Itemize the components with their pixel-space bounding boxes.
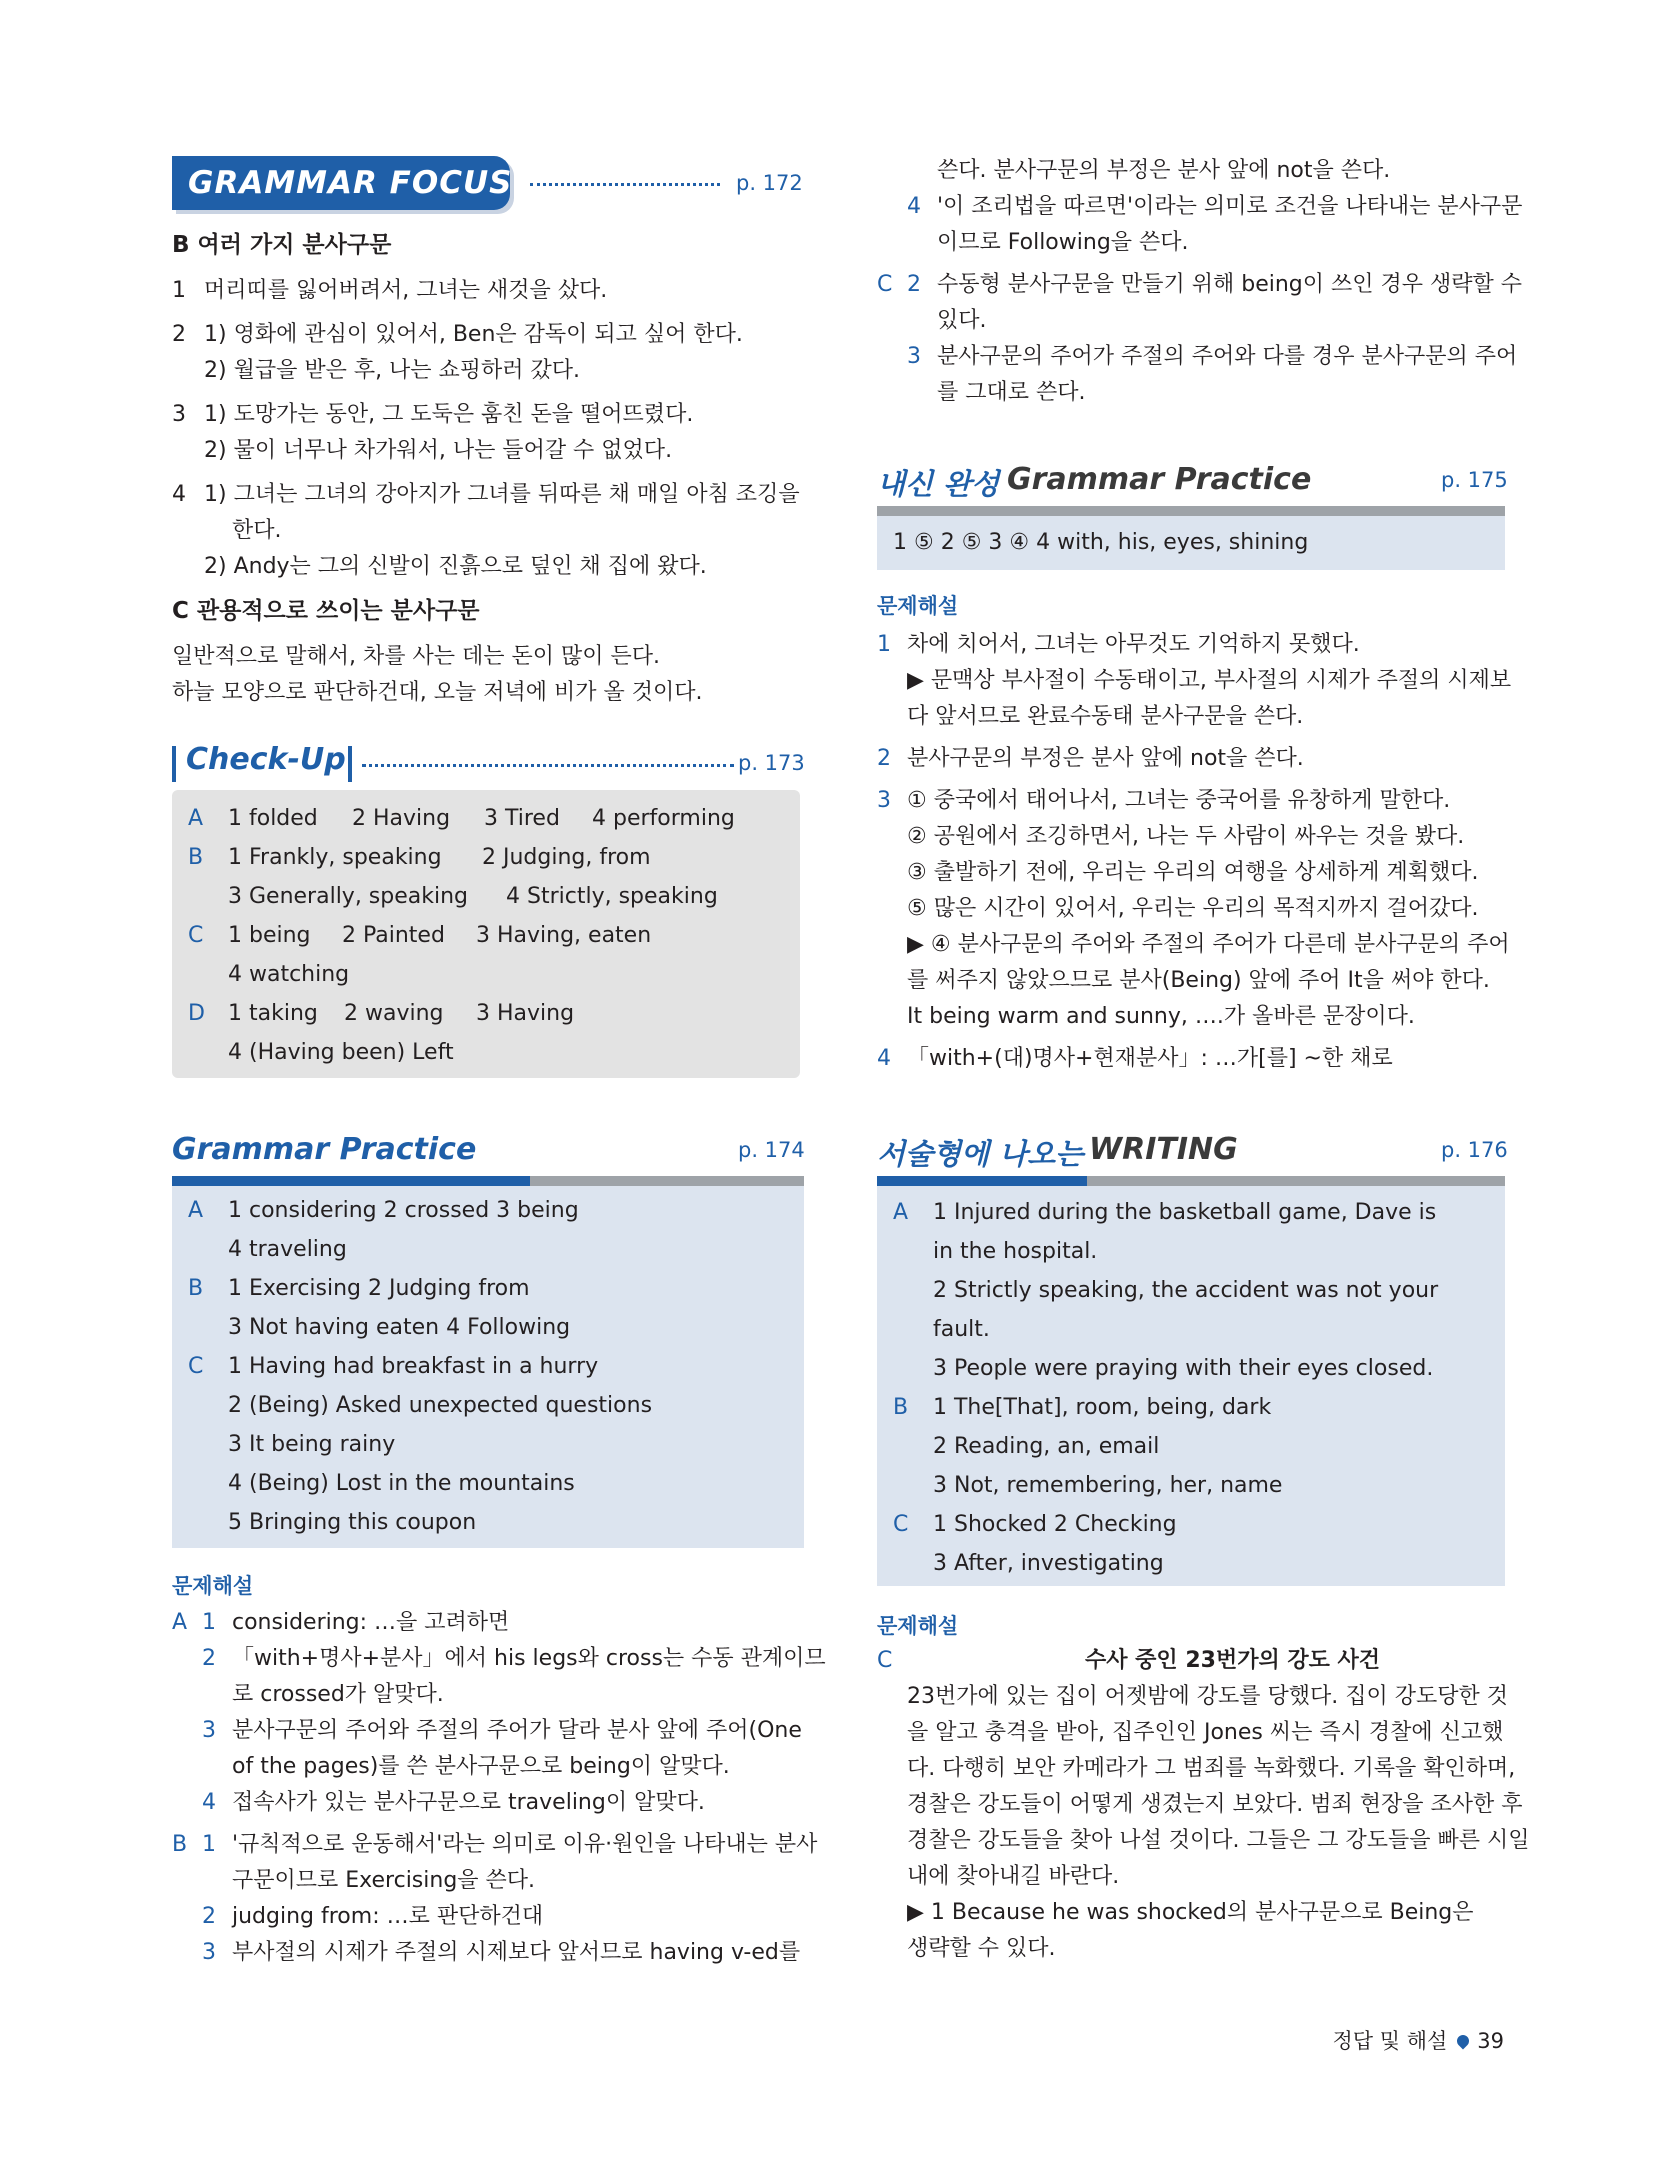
expl-line: 차에 치어서, 그녀는 아무것도 기억하지 못했다. xyxy=(907,632,1360,657)
answer-line: 1 Having had breakfast in a hurry xyxy=(228,1354,599,1379)
answer: 4 Strictly, speaking xyxy=(506,884,718,909)
story-note: ▶ 1 Because he was shocked의 분사구문으로 Being은 xyxy=(907,1900,1474,1925)
expl-line: ② 공원에서 조깅하면서, 나는 두 사람이 싸우는 것을 봤다. xyxy=(907,824,1465,849)
story-line: 을 알고 충격을 받아, 집주인인 Jones 씨는 즉시 경찰에 신고했 xyxy=(907,1720,1504,1745)
expl-line: 구문이므로 Exercising을 쓴다. xyxy=(232,1868,536,1893)
naesin-answers: 1 ⑤ 2 ⑤ 3 ④ 4 with, his, eyes, shining xyxy=(893,530,1309,555)
answer: 2 Painted xyxy=(342,923,445,948)
focus-line-num: 1 xyxy=(172,278,186,303)
page-number: 39 xyxy=(1477,2029,1504,2053)
answer: 2 Judging, from xyxy=(482,845,651,870)
expl-num: 2 xyxy=(907,272,921,297)
grammar-practice-title: Grammar Practice xyxy=(172,1132,477,1167)
dotted-leader xyxy=(530,183,720,186)
answer-line: 2 (Being) Asked unexpected questions xyxy=(228,1393,653,1418)
expl-num: 4 xyxy=(202,1790,216,1815)
row-letter: B xyxy=(188,845,204,870)
focus-line: 1) 영화에 관심이 있어서, Ben은 감독이 되고 싶어 한다. xyxy=(204,322,743,347)
expl-line: 쓴다. 분사구문의 부정은 분사 앞에 not을 쓴다. xyxy=(937,158,1391,183)
dotted-leader xyxy=(362,764,734,767)
expl-line: ① 중국에서 태어나서, 그녀는 중국어를 유창하게 말한다. xyxy=(907,788,1451,813)
expl-line: ▶ 문맥상 부사절이 수동태이고, 부사절의 시제가 주절의 시제보 xyxy=(907,668,1512,693)
story-line: 내에 찾아내길 바란다. xyxy=(907,1864,1120,1889)
expl-num: 3 xyxy=(877,788,891,813)
answer-line: fault. xyxy=(933,1317,990,1342)
expl-letter: A xyxy=(172,1610,188,1635)
story-line: 경찰은 강도들이 어떻게 생겼는지 보았다. 범죄 현장을 조사한 후 xyxy=(907,1792,1523,1817)
answer: 1 folded xyxy=(228,806,318,831)
expl-line: 「with+명사+분사」에서 his legs와 cross는 수동 관계이므 xyxy=(232,1646,826,1671)
story-line: 다. 다행히 보안 카메라가 그 범죄를 녹화했다. 기록을 확인하며, xyxy=(907,1756,1516,1781)
focus-line: 2) Andy는 그의 신발이 진흙으로 덮인 채 집에 왔다. xyxy=(204,554,707,579)
naesin-title-en: Grammar Practice xyxy=(1007,462,1312,497)
row-letter: A xyxy=(188,1198,204,1223)
answer-line: 5 Bringing this coupon xyxy=(228,1510,477,1535)
expl-num: 3 xyxy=(907,344,921,369)
expl-line: 부사절의 시제가 주절의 시제보다 앞서므로 having v-ed를 xyxy=(232,1940,801,1965)
answer: 4 performing xyxy=(592,806,735,831)
expl-num: 1 xyxy=(877,632,891,657)
naesin-title-ko: 내신 완성 xyxy=(877,467,1000,501)
expl-line: of the pages)를 쓴 분사구문으로 being이 알맞다. xyxy=(232,1754,730,1779)
answer: 2 Having xyxy=(352,806,451,831)
expl-line: 있다. xyxy=(937,308,987,333)
answer-line: 1 considering 2 crossed 3 being xyxy=(228,1198,579,1223)
grammar-focus-title: GRAMMAR FOCUS xyxy=(188,165,513,201)
focus-line-num: 2 xyxy=(172,322,186,347)
answer-line: 4 traveling xyxy=(228,1237,347,1262)
answer: 4 (Having been) Left xyxy=(228,1040,454,1065)
expl-num: 2 xyxy=(202,1904,216,1929)
focus-line: 2) 월급을 받은 후, 나는 쇼핑하러 갔다. xyxy=(204,358,581,383)
explanation-heading: 문제해설 xyxy=(877,594,959,618)
story-title: 수사 중인 23번가의 강도 사건 xyxy=(1085,1648,1381,1673)
naesin-answer-box xyxy=(877,516,1505,570)
answer: 3 Tired xyxy=(484,806,560,831)
expl-line: 분사구문의 주어와 주절의 주어가 달라 분사 앞에 주어(One xyxy=(232,1718,802,1743)
story-line: 23번가에 있는 집이 어젯밤에 강도를 당했다. 집이 강도당한 것 xyxy=(907,1684,1508,1709)
row-letter: A xyxy=(188,806,204,831)
expl-line: considering: …을 고려하면 xyxy=(232,1610,510,1635)
answer: 3 Having xyxy=(476,1001,575,1026)
expl-line: ⑤ 많은 시간이 있어서, 우리는 우리의 목적지까지 걸어갔다. xyxy=(907,896,1479,921)
explanation-heading: 문제해설 xyxy=(172,1574,254,1598)
row-letter: B xyxy=(188,1276,204,1301)
expl-line: 수동형 분사구문을 만들기 위해 being이 쓰인 경우 생략할 수 xyxy=(937,272,1523,297)
explanation-heading: 문제해설 xyxy=(877,1614,959,1638)
row-letter: C xyxy=(893,1512,909,1537)
row-letter: B xyxy=(893,1395,909,1420)
answer-line: 3 It being rainy xyxy=(228,1432,396,1457)
focus-line: 머리띠를 잃어버려서, 그녀는 새것을 샀다. xyxy=(204,278,608,303)
check-up-title: Check-Up xyxy=(186,742,346,777)
expl-num: 4 xyxy=(877,1046,891,1071)
expl-num: 3 xyxy=(202,1940,216,1965)
check-up-answer-box xyxy=(172,790,800,1078)
focus-line: 2) 물이 너무나 차가워서, 나는 들어갈 수 없었다. xyxy=(204,438,673,463)
expl-letter: B xyxy=(172,1832,188,1857)
writing-title-ko: 서술형에 나오는 xyxy=(877,1137,1084,1171)
expl-num: 4 xyxy=(907,194,921,219)
focus-line: 일반적으로 말해서, 차를 사는 데는 돈이 많이 든다. xyxy=(172,644,660,669)
check-up-bar-left xyxy=(172,746,176,782)
expl-line: 를 써주지 않았으므로 분사(Being) 앞에 주어 It을 써야 한다. xyxy=(907,968,1490,993)
footer-label: 정답 및 해설 xyxy=(1332,2029,1448,2053)
answer: 3 Having, eaten xyxy=(476,923,652,948)
row-letter: D xyxy=(188,1001,205,1026)
focus-line-num: 4 xyxy=(172,482,186,507)
row-letter: C xyxy=(188,1354,204,1379)
expl-letter: C xyxy=(877,272,893,297)
expl-line: ▶ ④ 분사구문의 주어와 주절의 주어가 다른데 분사구문의 주어 xyxy=(907,932,1510,957)
answer-line: 1 Exercising 2 Judging from xyxy=(228,1276,530,1301)
answer-line: 3 People were praying with their eyes closed. xyxy=(933,1356,1434,1381)
answer-line: in the hospital. xyxy=(933,1239,1098,1264)
location-pin-icon xyxy=(1455,2033,1472,2050)
expl-num: 3 xyxy=(202,1718,216,1743)
expl-line: 분사구문의 주어가 주절의 주어와 다를 경우 분사구문의 주어 xyxy=(937,344,1518,369)
story-note: 생략할 수 있다. xyxy=(907,1936,1056,1961)
answer: 1 being xyxy=(228,923,311,948)
grammar-practice-page-ref: p. 174 xyxy=(738,1138,805,1162)
answer-line: 3 After, investigating xyxy=(933,1551,1164,1576)
focus-line: 한다. xyxy=(232,518,282,543)
expl-num: 2 xyxy=(202,1646,216,1671)
expl-line: 로 crossed가 알맞다. xyxy=(232,1682,444,1707)
answer-line: 4 (Being) Lost in the mountains xyxy=(228,1471,575,1496)
focus-line-num: 3 xyxy=(172,402,186,427)
expl-num: 1 xyxy=(202,1610,216,1635)
writing-answer-box xyxy=(877,1186,1505,1586)
answer: 1 Frankly, speaking xyxy=(228,845,442,870)
expl-line: '규칙적으로 운동해서'라는 의미로 이유·원인을 나타내는 분사 xyxy=(232,1832,818,1857)
focus-line: 1) 도망가는 동안, 그 도둑은 훔친 돈을 떨어뜨렸다. xyxy=(204,402,694,427)
expl-line: 접속사가 있는 분사구문으로 traveling이 알맞다. xyxy=(232,1790,705,1815)
expl-num: 1 xyxy=(202,1832,216,1857)
grammar-focus-banner xyxy=(172,156,513,210)
check-up-bar-right xyxy=(348,746,352,782)
expl-line: 「with+(대)명사+현재분사」: …가[를] ~한 채로 xyxy=(907,1046,1393,1071)
answer-line: 2 Strictly speaking, the accident was not your xyxy=(933,1278,1439,1303)
answer: 3 Generally, speaking xyxy=(228,884,469,909)
grammar-focus-page-ref: p. 172 xyxy=(736,171,803,195)
check-up-page-ref: p. 173 xyxy=(738,751,805,775)
section-bar xyxy=(877,506,1505,516)
answer-line: 2 Reading, an, email xyxy=(933,1434,1160,1459)
section-bar xyxy=(877,1176,1505,1186)
answer: 1 taking xyxy=(228,1001,318,1026)
expl-line: ③ 출발하기 전에, 우리는 우리의 여행을 상세하게 계획했다. xyxy=(907,860,1479,885)
writing-title-en: WRITING xyxy=(1089,1132,1238,1167)
grammar-practice-answer-box xyxy=(172,1186,804,1548)
expl-line: 이므로 Following을 쓴다. xyxy=(937,230,1189,255)
writing-page-ref: p. 176 xyxy=(1441,1138,1508,1162)
answer-line: 3 Not, remembering, her, name xyxy=(933,1473,1283,1498)
expl-num: 2 xyxy=(877,746,891,771)
expl-line: It being warm and sunny, ….가 올바른 문장이다. xyxy=(907,1004,1415,1029)
row-letter: C xyxy=(188,923,204,948)
answer-line: 1 Injured during the basketball game, Dave is xyxy=(933,1200,1437,1225)
expl-line: '이 조리법을 따르면'이라는 의미로 조건을 나타내는 분사구문 xyxy=(937,194,1523,219)
expl-line: 분사구문의 부정은 분사 앞에 not을 쓴다. xyxy=(907,746,1304,771)
section-b-title: B 여러 가지 분사구문 xyxy=(172,232,392,258)
page-footer xyxy=(1332,2025,1504,2055)
section-c-title: C 관용적으로 쓰이는 분사구문 xyxy=(172,598,480,624)
focus-line: 1) 그녀는 그녀의 강아지가 그녀를 뒤따른 채 매일 아침 조깅을 xyxy=(204,482,800,507)
expl-line: 를 그대로 쓴다. xyxy=(937,380,1086,405)
answer-line: 1 Shocked 2 Checking xyxy=(933,1512,1177,1537)
section-bar xyxy=(172,1176,804,1186)
naesin-page-ref: p. 175 xyxy=(1441,468,1508,492)
answer-line: 3 Not having eaten 4 Following xyxy=(228,1315,571,1340)
expl-line: 다 앞서므로 완료수동태 분사구문을 쓴다. xyxy=(907,704,1304,729)
answer: 2 waving xyxy=(344,1001,444,1026)
answer-line: 1 The[That], room, being, dark xyxy=(933,1395,1272,1420)
story-line: 경찰은 강도들을 찾아 나설 것이다. 그들은 그 강도들을 빠른 시일 xyxy=(907,1828,1530,1853)
answer: 4 watching xyxy=(228,962,350,987)
expl-letter: C xyxy=(877,1648,893,1673)
focus-line: 하늘 모양으로 판단하건대, 오늘 저녁에 비가 올 것이다. xyxy=(172,680,703,705)
row-letter: A xyxy=(893,1200,909,1225)
expl-line: judging from: …로 판단하건대 xyxy=(232,1904,544,1929)
